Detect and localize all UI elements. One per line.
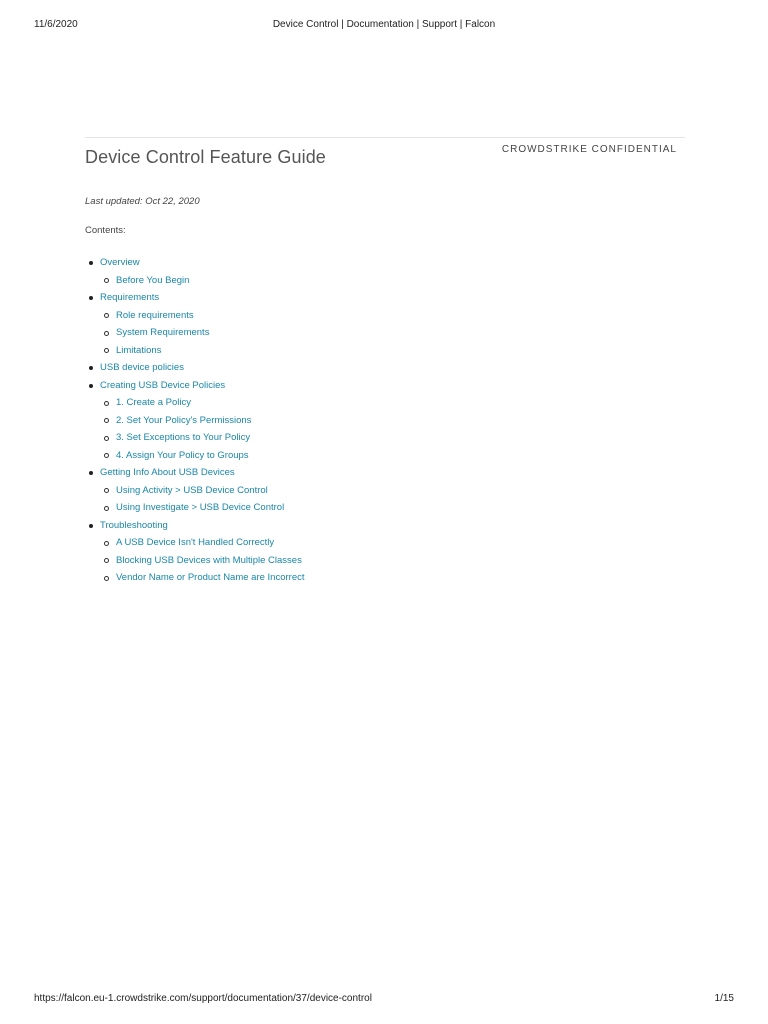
toc-subitem (100, 394, 585, 412)
toc-sublink[interactable]: 3. Set Exceptions to Your Policy (116, 432, 251, 443)
toc-sublink[interactable]: Using Investigate > USB Device Control (116, 502, 285, 513)
print-url: https://falcon.eu-1.crowdstrike.com/support/documentation/37/device-control (34, 993, 372, 1004)
toc-link[interactable]: Creating USB Device Policies (100, 379, 226, 391)
toc-item (85, 517, 585, 587)
toc-item (85, 359, 585, 377)
circle-bullet-icon (104, 348, 109, 353)
toc-subitem (100, 499, 585, 517)
toc-sublink[interactable]: 1. Create a Policy (116, 397, 191, 408)
toc-sublist (100, 307, 585, 360)
bullet-icon (89, 524, 93, 528)
toc-subitem (100, 447, 585, 465)
circle-bullet-icon (104, 488, 109, 493)
toc-link[interactable]: USB device policies (100, 362, 184, 373)
toc-subitem (100, 534, 585, 552)
toc-subitem (100, 272, 585, 290)
toc-item (85, 289, 585, 359)
toc-sublink[interactable]: Blocking USB Devices with Multiple Classes (116, 554, 302, 566)
print-header (0, 19, 768, 31)
toc-link[interactable]: Overview (100, 257, 140, 268)
toc-sublist (100, 534, 585, 587)
toc-subitem (100, 569, 585, 587)
circle-bullet-icon (104, 541, 109, 546)
toc-subitem (100, 342, 585, 360)
toc-link[interactable]: Getting Info About USB Devices (100, 467, 235, 478)
toc-sublist (100, 482, 585, 517)
toc-sublink[interactable]: A USB Device Isn't Handled Correctly (116, 537, 275, 548)
toc-subitem (100, 412, 585, 430)
toc-subitem (100, 552, 585, 570)
circle-bullet-icon (104, 506, 109, 511)
page-title: Device Control Feature Guide (85, 147, 326, 167)
header-divider (85, 137, 685, 138)
bullet-icon (89, 384, 93, 388)
toc-sublist (100, 272, 585, 290)
circle-bullet-icon (104, 558, 109, 563)
toc-sublink[interactable]: Vendor Name or Product Name are Incorrect (116, 572, 305, 583)
toc-subitem (100, 429, 585, 447)
table-of-contents (85, 254, 585, 587)
toc-link[interactable]: Troubleshooting (100, 519, 168, 531)
toc-link[interactable]: Requirements (100, 292, 160, 303)
toc-sublink[interactable]: Using Activity > USB Device Control (116, 484, 268, 496)
circle-bullet-icon (104, 331, 109, 336)
last-updated: Last updated: Oct 22, 2020 (85, 196, 200, 207)
toc-subitem (100, 482, 585, 500)
toc-item (85, 254, 585, 289)
circle-bullet-icon (104, 453, 109, 458)
toc-subitem (100, 307, 585, 325)
print-date: 11/6/2020 (34, 19, 78, 30)
circle-bullet-icon (104, 313, 109, 318)
circle-bullet-icon (104, 278, 109, 283)
toc-sublink[interactable]: 2. Set Your Policy's Permissions (116, 414, 252, 426)
bullet-icon (89, 366, 93, 370)
circle-bullet-icon (104, 418, 109, 423)
bullet-icon (89, 471, 93, 475)
toc-sublink[interactable]: Before You Begin (116, 274, 190, 286)
bullet-icon (89, 296, 93, 300)
print-page-title: Device Control | Documentation | Support | Falcon (272, 19, 496, 30)
print-footer (0, 993, 768, 1005)
page-number: 1/15 (714, 993, 734, 1004)
toc-item (85, 377, 585, 465)
circle-bullet-icon (104, 436, 109, 441)
toc-sublink[interactable]: Limitations (116, 344, 162, 356)
bullet-icon (89, 261, 93, 265)
circle-bullet-icon (104, 401, 109, 406)
toc-sublist (100, 394, 585, 464)
toc-sublink[interactable]: System Requirements (116, 327, 210, 338)
circle-bullet-icon (104, 576, 109, 581)
toc-sublink[interactable]: 4. Assign Your Policy to Groups (116, 449, 249, 461)
confidential-label: CROWDSTRIKE CONFIDENTIAL (501, 144, 677, 155)
toc-sublink[interactable]: Role requirements (116, 309, 194, 321)
contents-label: Contents: (85, 225, 126, 236)
toc-item (85, 464, 585, 517)
toc-subitem (100, 324, 585, 342)
